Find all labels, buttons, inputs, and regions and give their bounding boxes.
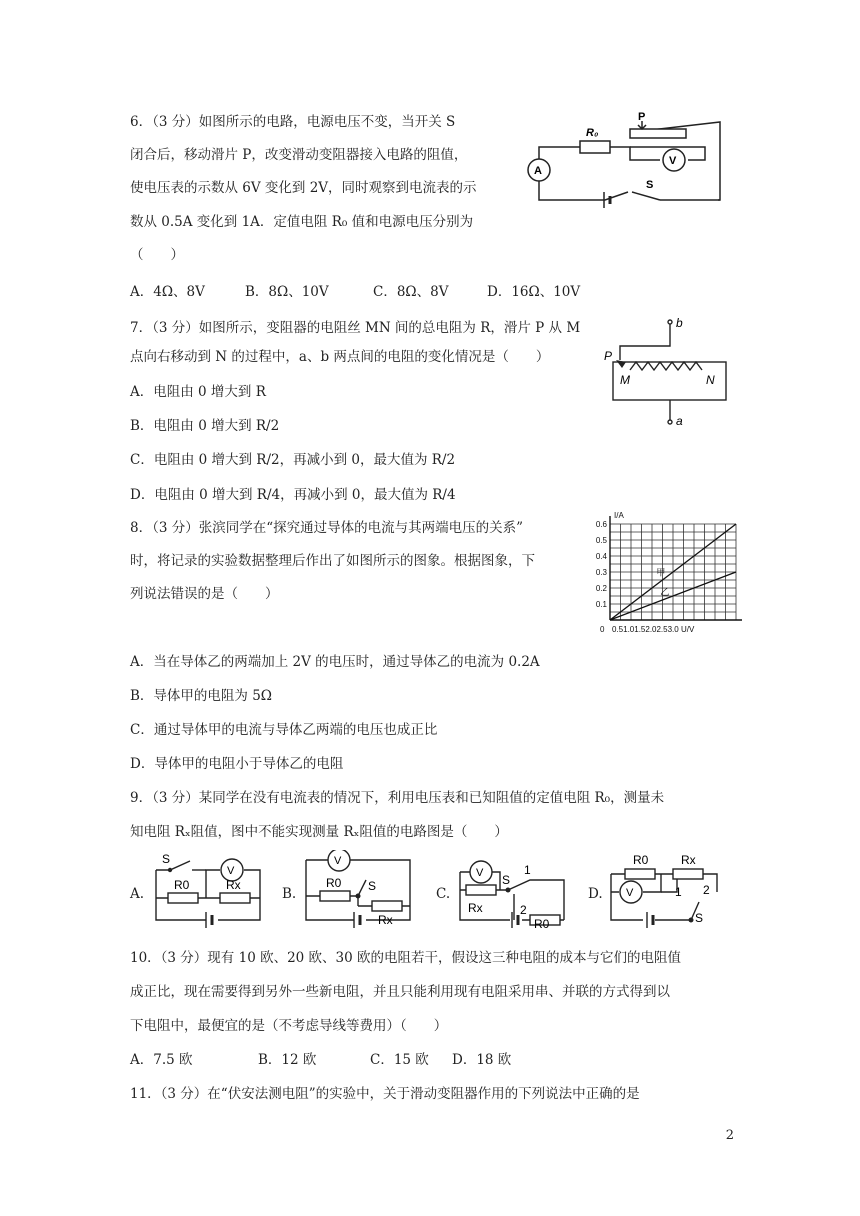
origin-label: 0 bbox=[600, 625, 605, 634]
q10-stem-line3: 下电阻中，最便宜的是（不考虑导线等费用）（ ） bbox=[130, 1018, 448, 1034]
y-tick-label: 0.1 bbox=[595, 600, 607, 609]
q6-label-s: S bbox=[646, 179, 654, 191]
q7-label-b: b bbox=[676, 316, 683, 330]
q7-label-p: P bbox=[604, 349, 613, 363]
q8-stem-line3: 列说法错误的是（ ） bbox=[130, 586, 279, 602]
q9d-label-s: S bbox=[695, 911, 704, 925]
q9b-label-r0: R0 bbox=[326, 876, 342, 890]
q6-option-a[interactable]: A．4Ω、8V bbox=[130, 284, 205, 300]
q9c-label-s: S bbox=[502, 873, 511, 887]
q10-option-b[interactable]: B．12 欧 bbox=[258, 1052, 317, 1068]
q9a-label-s: S bbox=[162, 852, 171, 866]
y-tick-label: 0.6 bbox=[595, 520, 607, 529]
q9-label-d[interactable]: D. bbox=[588, 886, 603, 902]
q9-stem-line1: 9．（3 分）某同学在没有电流表的情况下，利用电压表和已知阻值的定值电阻 R₀，测量未 bbox=[130, 790, 665, 806]
q10-option-c[interactable]: C．15 欧 bbox=[370, 1052, 429, 1068]
q6-stem-line4: 数从 0.5A 变化到 1A．定值电阻 R₀ 值和电源电压分别为 bbox=[130, 214, 474, 230]
y-tick-label: 0.3 bbox=[595, 568, 607, 577]
q6-switch bbox=[632, 192, 660, 200]
q9b-label-s: S bbox=[368, 879, 377, 893]
q9c-label-r0: R0 bbox=[534, 917, 550, 930]
q10-option-d[interactable]: D．18 欧 bbox=[452, 1052, 512, 1068]
q7-label-a: a bbox=[676, 414, 683, 428]
q6-stem-line5: （ ） bbox=[130, 247, 184, 263]
q7-label-m: M bbox=[620, 373, 630, 387]
q8-option-a[interactable]: A．当在导体乙的两端加上 2V 的电压时，通过导体乙的电流为 0.2A bbox=[130, 654, 540, 670]
q9c-label-v: V bbox=[476, 867, 484, 879]
q8-stem-line2: 时，将记录的实验数据整理后作出了如图所示的图象。根据图象，下 bbox=[130, 553, 535, 569]
q6-stem-line1: 6．（3 分）如图所示的电路，电源电压不变，当开关 S bbox=[130, 114, 456, 130]
q6-options bbox=[130, 282, 690, 302]
q7-stem-line2: 点向右移动到 N 的过程中，a、b 两点间的电阻的变化情况是（ ） bbox=[130, 349, 550, 365]
y-tick-label: 0.4 bbox=[595, 552, 607, 561]
q6-rheostat bbox=[630, 129, 686, 138]
q9b-label-rx: Rx bbox=[378, 913, 393, 927]
q7-option-b[interactable]: B．电阻由 0 增大到 R/2 bbox=[130, 418, 280, 434]
q11-stem-line1: 11．（3 分）在“伏安法测电阻”的实验中，关于滑动变阻器作用的下列说法中正确的是 bbox=[130, 1086, 640, 1102]
q10-stem-line1: 10．（3 分）现有 10 欧、20 欧、30 欧的电阻若干，假设这三种电阻的成本与它们的电阻值 bbox=[130, 950, 682, 966]
q9-circuit-c bbox=[452, 850, 572, 930]
q10-option-a[interactable]: A．7.5 欧 bbox=[130, 1052, 193, 1068]
q6-label-r0: R₀ bbox=[586, 127, 599, 139]
q10-options bbox=[130, 1050, 550, 1070]
q9c-label-1: 1 bbox=[524, 863, 531, 877]
q7-option-c[interactable]: C．电阻由 0 增大到 R/2，再减小到 0，最大值为 R/2 bbox=[130, 452, 456, 468]
q6-label-v: V bbox=[669, 155, 677, 167]
q9-stem-line2: 知电阻 Rₓ阻值，图中不能实现测量 Rₓ阻值的电路图是（ ） bbox=[130, 824, 508, 840]
y-axis-label: I/A bbox=[614, 511, 624, 520]
q6-stem-line3: 使电压表的示数从 6V 变化到 2V，同时观察到电流表的示 bbox=[130, 180, 477, 196]
q9c-label-2: 2 bbox=[520, 903, 527, 917]
q8-option-d[interactable]: D．导体甲的电阻小于导体乙的电阻 bbox=[130, 756, 344, 772]
q9b-label-v: V bbox=[334, 855, 342, 867]
q9-label-c[interactable]: C. bbox=[436, 886, 451, 902]
chart-ticks bbox=[596, 511, 695, 634]
q6-label-a: A bbox=[534, 165, 542, 177]
q10-stem-line2: 成正比，现在需要得到另外一些新电阻，并且只能利用现有电阻采用串、并联的方式得到以 bbox=[130, 984, 670, 1000]
series-label-yi: 乙 bbox=[660, 586, 670, 597]
y-tick-label: 0.2 bbox=[595, 584, 607, 593]
q6-label-p: P bbox=[638, 112, 646, 123]
q9d-label-1: 1 bbox=[675, 885, 682, 899]
q6-option-b[interactable]: B．8Ω、10V bbox=[245, 284, 329, 300]
q9-circuit-b bbox=[298, 850, 418, 930]
series-label-jia: 甲 bbox=[656, 567, 666, 578]
q6-option-d[interactable]: D．16Ω、10V bbox=[487, 284, 581, 300]
page-number: 2 bbox=[725, 1128, 734, 1143]
q8-option-c[interactable]: C．通过导体甲的电流与导体乙两端的电压也成正比 bbox=[130, 722, 438, 738]
q8-iu-chart bbox=[588, 508, 763, 638]
q6-r0-resistor bbox=[580, 141, 610, 153]
q9-circuit-d bbox=[603, 850, 725, 930]
q9-label-b[interactable]: B. bbox=[282, 886, 297, 902]
q6-stem-line2: 闭合后，移动滑片 P，改变滑动变阻器接入电路的阻值， bbox=[130, 147, 468, 163]
q9d-label-2: 2 bbox=[703, 883, 710, 897]
y-tick-label: 0.5 bbox=[595, 536, 607, 545]
q9a-label-rx: Rx bbox=[226, 878, 241, 892]
q9-circuit-a bbox=[148, 850, 266, 930]
q9-label-a[interactable]: A. bbox=[130, 886, 145, 902]
q9d-label-v: V bbox=[626, 887, 634, 899]
q9a-label-v: V bbox=[227, 865, 235, 877]
q8-stem-line1: 8．（3 分）张滨同学在“探究通过导体的电流与其两端电压的关系” bbox=[130, 520, 524, 536]
q7-stem-line1: 7．（3 分）如图所示，变阻器的电阻丝 MN 间的总电阻为 R，滑片 P 从 M bbox=[130, 320, 581, 336]
q7-option-d[interactable]: D．电阻由 0 增大到 R/4，再减小到 0，最大值为 R/4 bbox=[130, 487, 456, 503]
q7-option-a[interactable]: A．电阻由 0 增大到 R bbox=[130, 384, 266, 400]
q6-circuit-diagram bbox=[520, 112, 725, 212]
q6-option-c[interactable]: C．8Ω、8V bbox=[373, 284, 449, 300]
q9a-label-r0: R0 bbox=[174, 878, 190, 892]
q7-label-n: N bbox=[706, 373, 715, 387]
q9d-label-r0: R0 bbox=[633, 853, 649, 867]
q9c-label-rx: Rx bbox=[468, 901, 483, 915]
x-tick-labels: 0.51.01.52.02.53.0 U/V bbox=[612, 625, 695, 634]
q9d-label-rx: Rx bbox=[681, 853, 696, 867]
q7-slider-pointer bbox=[616, 360, 626, 368]
q8-option-b[interactable]: B．导体甲的电阻为 5Ω bbox=[130, 688, 272, 704]
q7-rheostat-diagram bbox=[598, 312, 738, 432]
